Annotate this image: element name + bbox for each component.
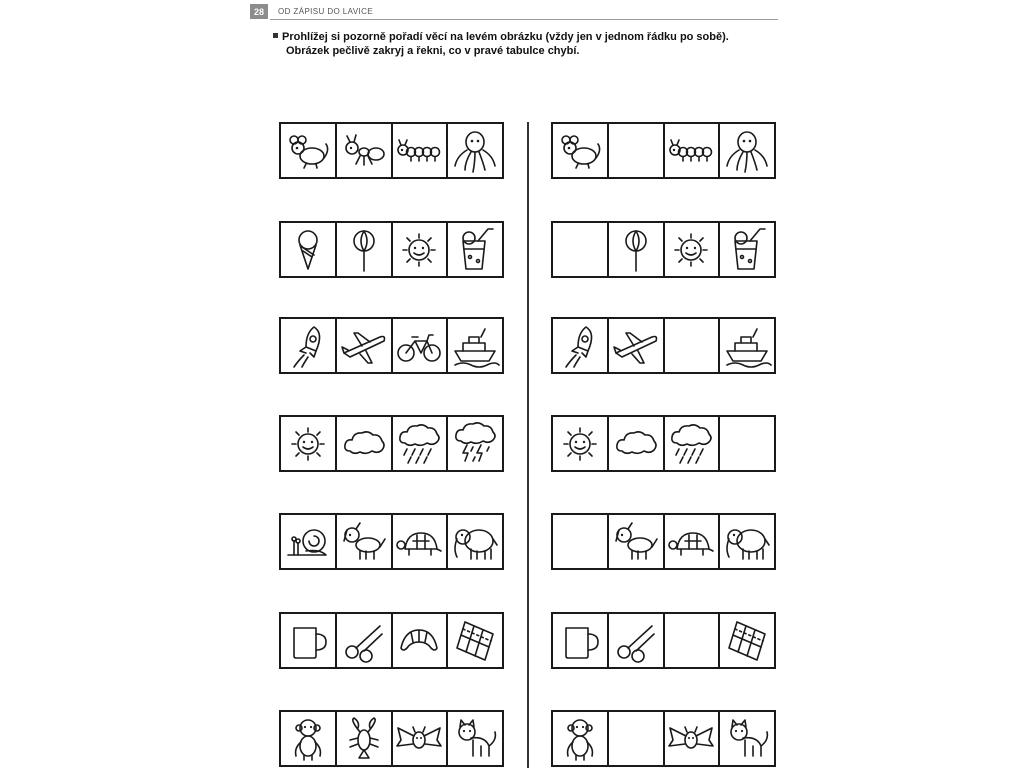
right-cell-empty <box>553 515 609 568</box>
monkey-icon <box>556 716 604 762</box>
right-cell <box>609 515 665 568</box>
airplane-icon <box>340 323 388 369</box>
right-strip-row-1 <box>551 122 776 179</box>
right-cell <box>609 614 665 667</box>
right-cell <box>720 319 774 372</box>
left-cell <box>393 319 449 372</box>
mug-icon <box>556 618 604 664</box>
sun-icon <box>395 227 443 273</box>
ant-icon <box>340 128 388 174</box>
bullet-icon <box>273 33 278 38</box>
left-strip-row-2 <box>279 221 504 278</box>
left-cell <box>337 417 393 470</box>
left-strip-row-1 <box>279 122 504 179</box>
cat-icon <box>451 716 499 762</box>
sun-icon <box>284 421 332 467</box>
right-cell <box>665 712 721 765</box>
left-cell <box>337 319 393 372</box>
left-cell <box>281 712 337 765</box>
cat-icon <box>723 716 771 762</box>
snail-icon <box>284 519 332 565</box>
right-strip-row-5 <box>551 513 776 570</box>
left-cell <box>337 223 393 276</box>
right-cell <box>609 319 665 372</box>
ship-icon <box>723 323 771 369</box>
right-strip-row-7 <box>551 710 776 767</box>
rocket-icon <box>556 323 604 369</box>
dog-icon <box>340 519 388 565</box>
right-cell <box>720 712 774 765</box>
mouse-icon <box>556 128 604 174</box>
right-cell <box>553 614 609 667</box>
right-cell-empty <box>720 417 774 470</box>
cloud-icon <box>340 421 388 467</box>
right-cell <box>665 417 721 470</box>
turtle-icon <box>395 519 443 565</box>
right-cell <box>720 124 774 177</box>
left-cell <box>393 124 449 177</box>
right-strip-row-3 <box>551 317 776 374</box>
caterpillar-icon <box>395 128 443 174</box>
right-cell <box>665 515 721 568</box>
left-cell <box>337 515 393 568</box>
right-cell-empty <box>609 712 665 765</box>
right-cell-empty <box>665 319 721 372</box>
turtle-icon <box>667 519 715 565</box>
left-cell <box>448 515 502 568</box>
book-title: OD ZÁPISU DO LAVICE <box>278 7 374 16</box>
caterpillar-icon <box>667 128 715 174</box>
sun-icon <box>667 227 715 273</box>
left-cell <box>393 515 449 568</box>
lemonade-icon <box>451 227 499 273</box>
header-rule <box>270 19 778 20</box>
mug-icon <box>284 618 332 664</box>
cloud-icon <box>612 421 660 467</box>
rocket-icon <box>284 323 332 369</box>
left-cell <box>281 124 337 177</box>
right-cell <box>609 223 665 276</box>
left-strip-row-7 <box>279 710 504 767</box>
left-cell <box>393 614 449 667</box>
left-cell <box>393 712 449 765</box>
ice-cream-icon <box>284 227 332 273</box>
lemonade-icon <box>723 227 771 273</box>
left-strip-row-6 <box>279 612 504 669</box>
right-strip-row-4 <box>551 415 776 472</box>
chocolate-icon <box>451 618 499 664</box>
right-cell <box>553 124 609 177</box>
instructions <box>273 30 773 58</box>
left-cell <box>281 223 337 276</box>
lollipop-icon <box>340 227 388 273</box>
airplane-icon <box>612 323 660 369</box>
left-cell <box>448 223 502 276</box>
sun-icon <box>556 421 604 467</box>
left-cell <box>448 319 502 372</box>
right-strip-row-2 <box>551 221 776 278</box>
octopus-icon <box>451 128 499 174</box>
left-cell <box>448 712 502 765</box>
right-cell <box>553 319 609 372</box>
lobster-icon <box>340 716 388 762</box>
left-cell <box>337 614 393 667</box>
left-cell <box>281 614 337 667</box>
dog-icon <box>612 519 660 565</box>
right-cell-empty <box>553 223 609 276</box>
rain-cloud-icon <box>395 421 443 467</box>
storm-cloud-icon <box>451 421 499 467</box>
croissant-icon <box>395 618 443 664</box>
left-cell <box>281 319 337 372</box>
left-cell <box>448 417 502 470</box>
right-cell <box>665 124 721 177</box>
right-cell <box>553 712 609 765</box>
scissors-icon <box>612 618 660 664</box>
left-cell <box>448 124 502 177</box>
left-cell <box>393 417 449 470</box>
octopus-icon <box>723 128 771 174</box>
right-cell-empty <box>609 124 665 177</box>
left-cell <box>281 417 337 470</box>
ship-icon <box>451 323 499 369</box>
left-cell <box>448 614 502 667</box>
right-cell <box>609 417 665 470</box>
elephant-icon <box>451 519 499 565</box>
lollipop-icon <box>612 227 660 273</box>
elephant-icon <box>723 519 771 565</box>
page-number: 28 <box>250 4 268 19</box>
chocolate-icon <box>723 618 771 664</box>
right-cell <box>665 223 721 276</box>
mouse-icon <box>284 128 332 174</box>
left-strip-row-4 <box>279 415 504 472</box>
monkey-icon <box>284 716 332 762</box>
right-cell <box>720 614 774 667</box>
bicycle-icon <box>395 323 443 369</box>
scissors-icon <box>340 618 388 664</box>
right-cell <box>720 223 774 276</box>
left-cell <box>337 124 393 177</box>
bat-icon <box>667 716 715 762</box>
bat-icon <box>395 716 443 762</box>
left-cell <box>337 712 393 765</box>
rain-cloud-icon <box>667 421 715 467</box>
right-cell-empty <box>665 614 721 667</box>
right-strip-row-6 <box>551 612 776 669</box>
center-divider <box>527 122 529 768</box>
instruction-line-2: Obrázek pečlivě zakryj a řekni, co v pravé tabulce chybí. <box>286 45 580 57</box>
left-strip-row-3 <box>279 317 504 374</box>
left-cell <box>393 223 449 276</box>
right-cell <box>553 417 609 470</box>
left-strip-row-5 <box>279 513 504 570</box>
right-cell <box>720 515 774 568</box>
left-cell <box>281 515 337 568</box>
instruction-line-1: Prohlížej si pozorně pořadí věcí na levém obrázku (vždy jen v jednom řádku po sobě). <box>282 31 729 43</box>
